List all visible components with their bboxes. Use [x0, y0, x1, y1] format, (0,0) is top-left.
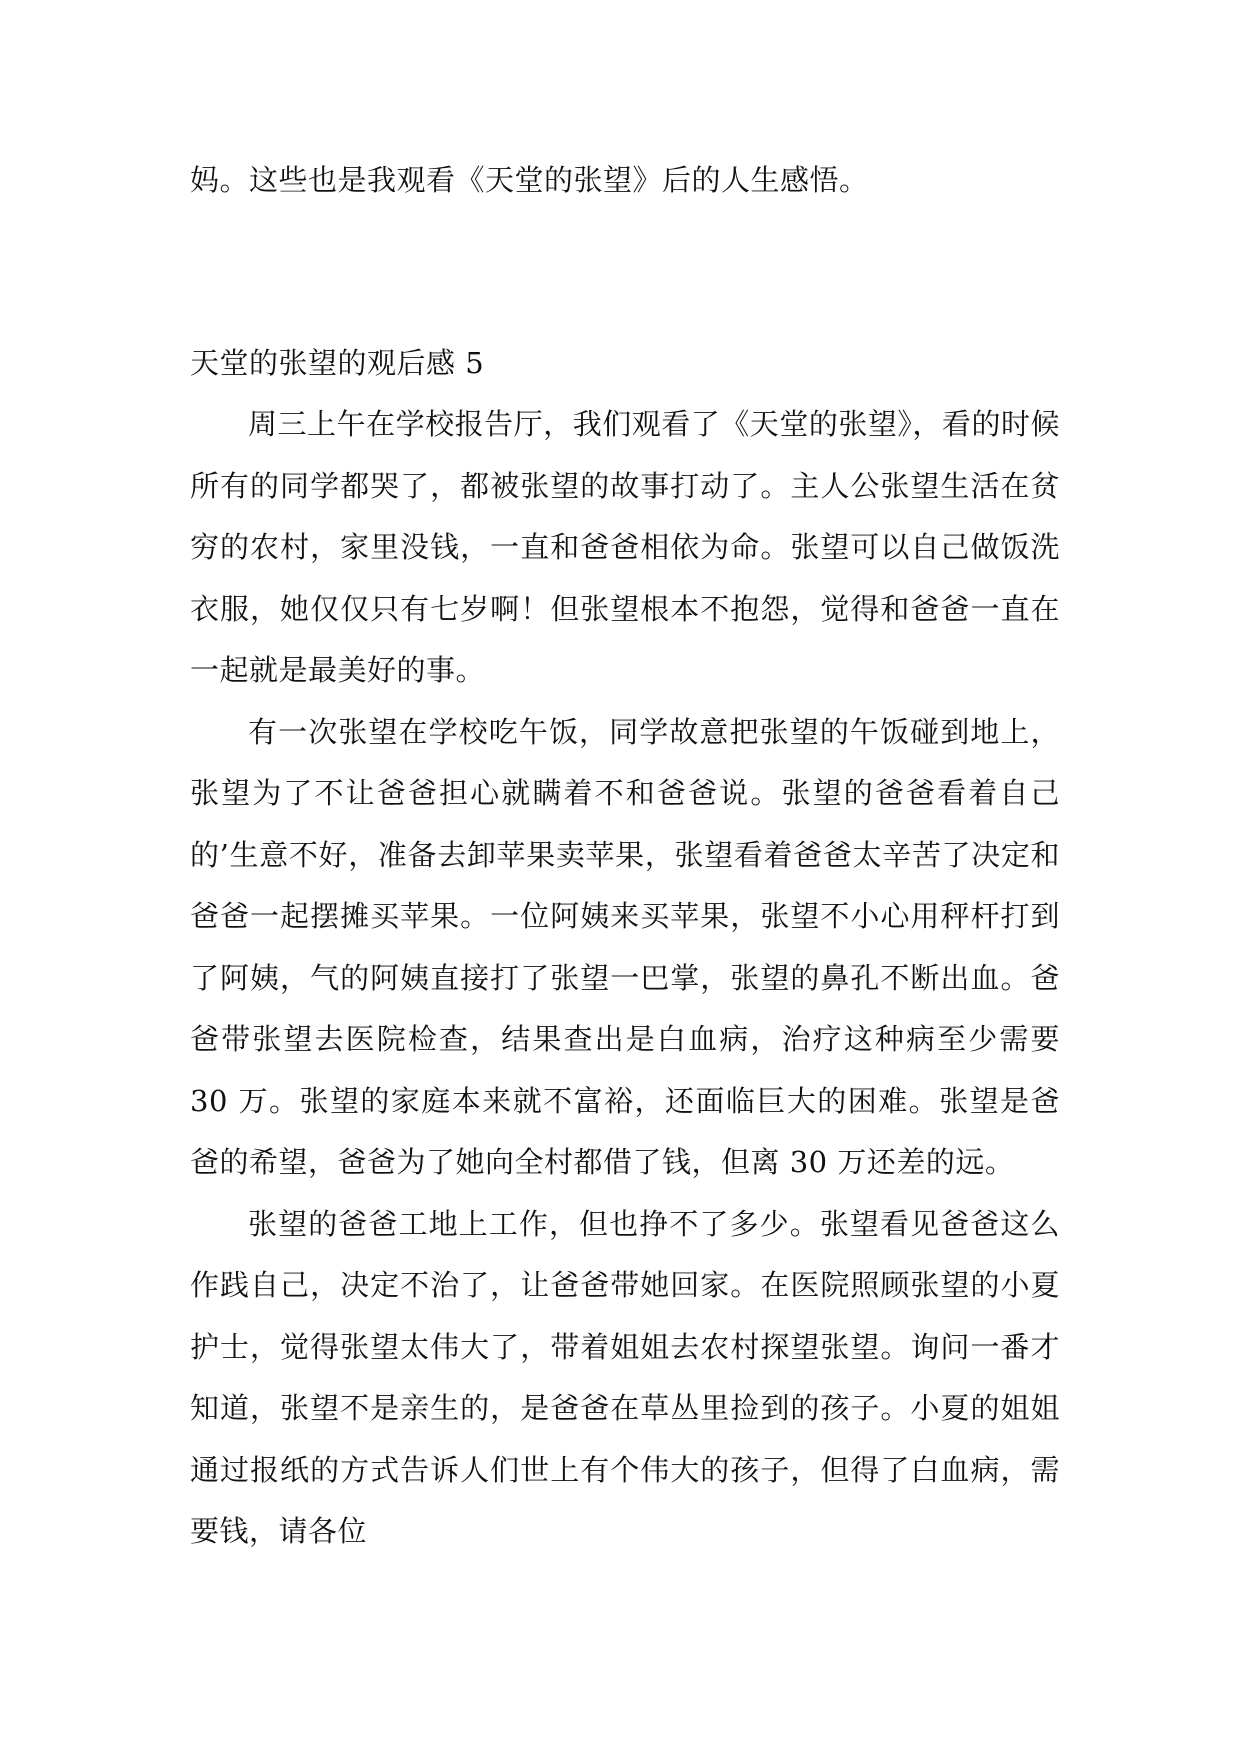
- section-heading: 天堂的张望的观后感 5: [190, 345, 485, 380]
- continuation-paragraph: 妈。这些也是我观看《天堂的张望》后的人生感悟。: [190, 163, 869, 197]
- document-body: [190, 150, 1060, 1563]
- body-paragraph-2: 有一次张望在学校吃午饭，同学故意把张望的午饭碰到地上，张望为了不让爸爸担心就瞒着不和爸爸说。张望的爸爸看着自己的’生意不好，准备去卸苹果卖苹果，张望看着爸爸太辛苦了决定和爸爸一起摆摊买苹果。一位阿姨来买苹果，张望不小心用秤杆打到了阿姨，气的阿姨直接打了张望一巴掌，张望的鼻孔不断出血。爸爸带张望去医院检查，结果查出是白血病，治疗这种病至少需要 30 万。张望的家庭本来就不富裕，还面临巨大的困难。张望是爸爸的希望，爸爸为了她向全村都借了钱，但离 30 万还差的远。: [190, 714, 1060, 1179]
- body-paragraph-1: 周三上午在学校报告厅，我们观看了《天堂的张望》，看的时候所有的同学都哭了，都被张望的故事打动了。主人公张望生活在贫穷的农村，家里没钱，一直和爸爸相依为命。张望可以自己做饭洗衣服，她仅仅只有七岁啊！但张望根本不抱怨，觉得和爸爸一直在一起就是最美好的事。: [190, 407, 1060, 687]
- body-paragraph-3: 张望的爸爸工地上工作，但也挣不了多少。张望看见爸爸这么作践自己，决定不治了，让爸爸带她回家。在医院照顾张望的小夏护士，觉得张望太伟大了，带着姐姐去农村探望张望。询问一番才知道，张望不是亲生的，是爸爸在草丛里捡到的孩子。小夏的姐姐通过报纸的方式告诉人们世上有个伟大的孩子，但得了白血病，需要钱，请各位: [190, 1206, 1060, 1548]
